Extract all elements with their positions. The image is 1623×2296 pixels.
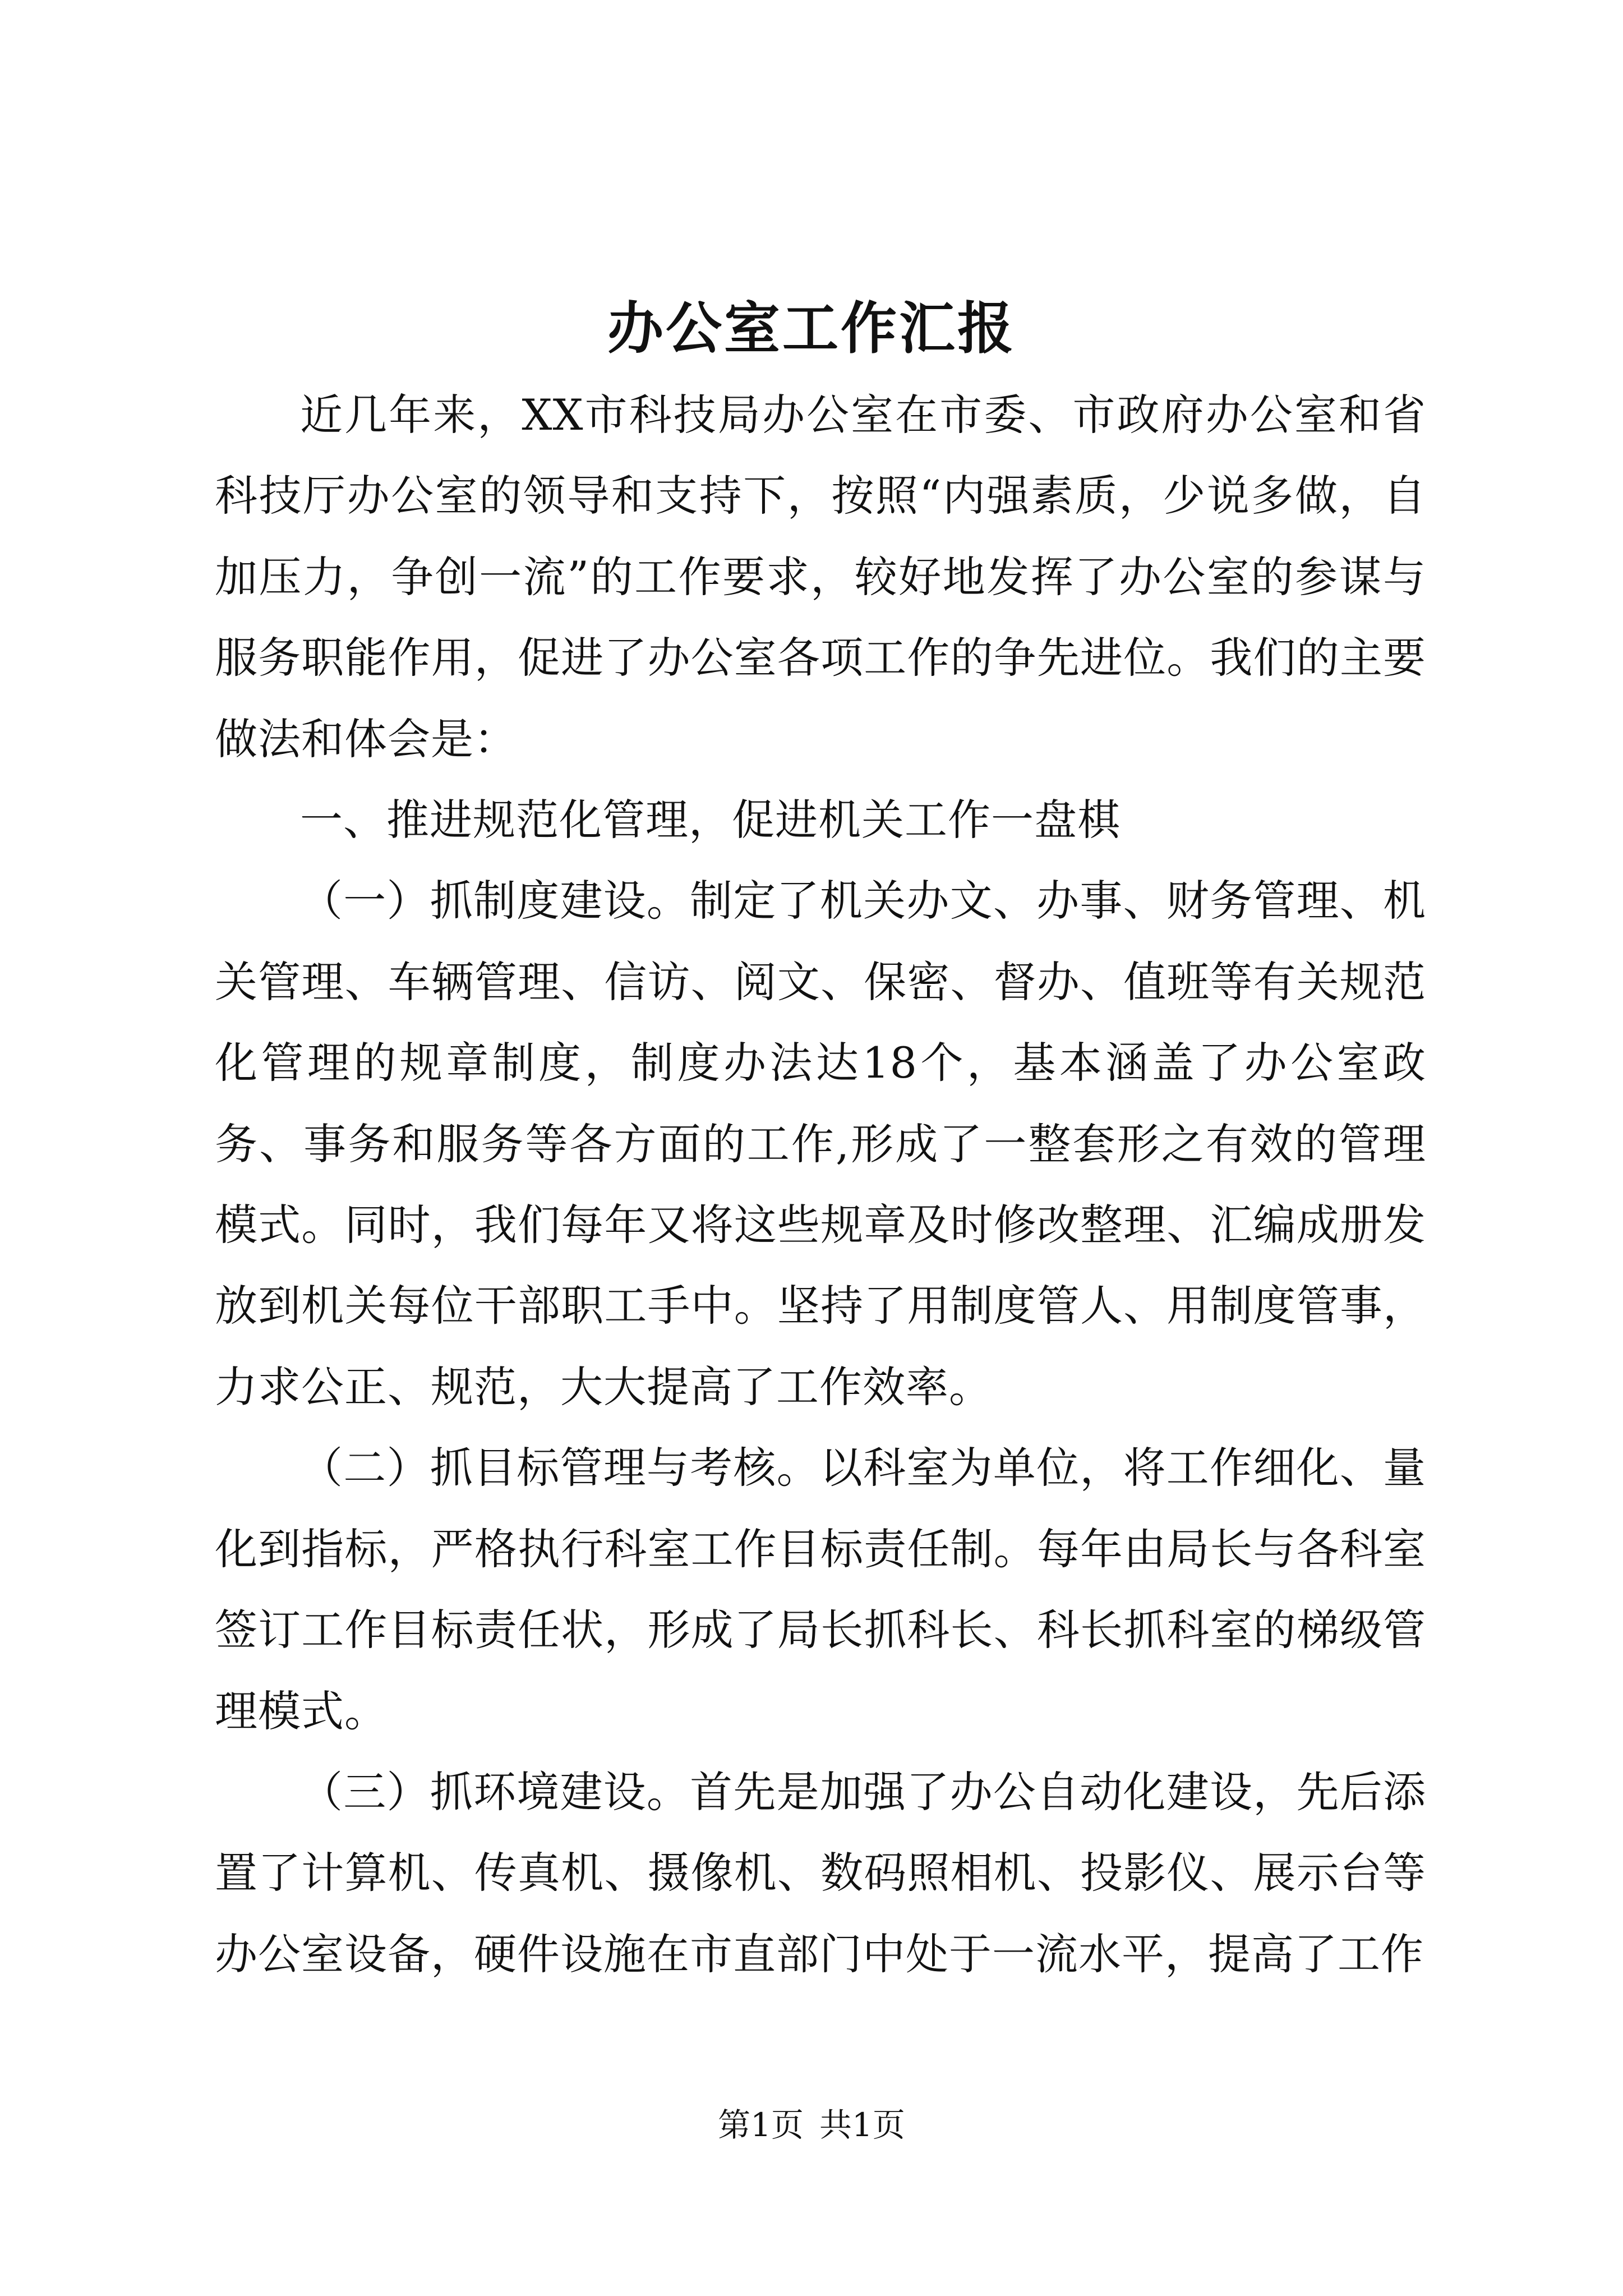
paragraph-environment-building: （三）抓环境建设。首先是加强了办公自动化建设，先后添置了计算机、传真机、摄像机、数码照相机、投影仪、展示台等办公室设备，硬件设施在市直部门中处于一流水平，提高了工作 [215, 1766, 1426, 1979]
paragraph-target-management: （二）抓目标管理与考核。以科室为单位，将工作细化、量化到指标，严格执行科室工作目标责任制。每年由局长与各科室签订工作目标责任状，形成了局长抓科长、科长抓科室的梯级管理模式。 [215, 1443, 1426, 1736]
page-footer [0, 2102, 1623, 2147]
page-number: 第1页 [718, 2106, 804, 2144]
page-total: 共1页 [819, 2106, 905, 2144]
document-title: 办公室工作汇报 [607, 295, 1016, 361]
paragraph-institution-building: （一）抓制度建设。制定了机关办文、办事、财务管理、机关管理、车辆管理、信访、阅文、保密、督办、值班等有关规范化管理的规章制度，制度办法达18个，基本涵盖了办公室政务、事务和服务等各方面的工作,形成了一整套形之有效的管理模式。同时，我们每年又将这些规章及时修改整理、汇编成册发放到机关每位干部职工手中。坚持了用制度管人、用制度管事，力求公正、规范，大大提高了工作效率。 [215, 876, 1426, 1412]
document-body [215, 375, 1426, 1995]
section-heading-1: 一、推进规范化管理，促进机关工作一盘棋 [300, 795, 1121, 845]
paragraph-intro: 近几年来，XX市科技局办公室在市委、市政府办公室和省科技厅办公室的领导和支持下，按照“内强素质，少说多做，自加压力，争创一流”的工作要求，较好地发挥了办公室的参谋与服务职能作用，促进了办公室各项工作的争先进位。我们的主要做法和体会是： [215, 390, 1426, 764]
